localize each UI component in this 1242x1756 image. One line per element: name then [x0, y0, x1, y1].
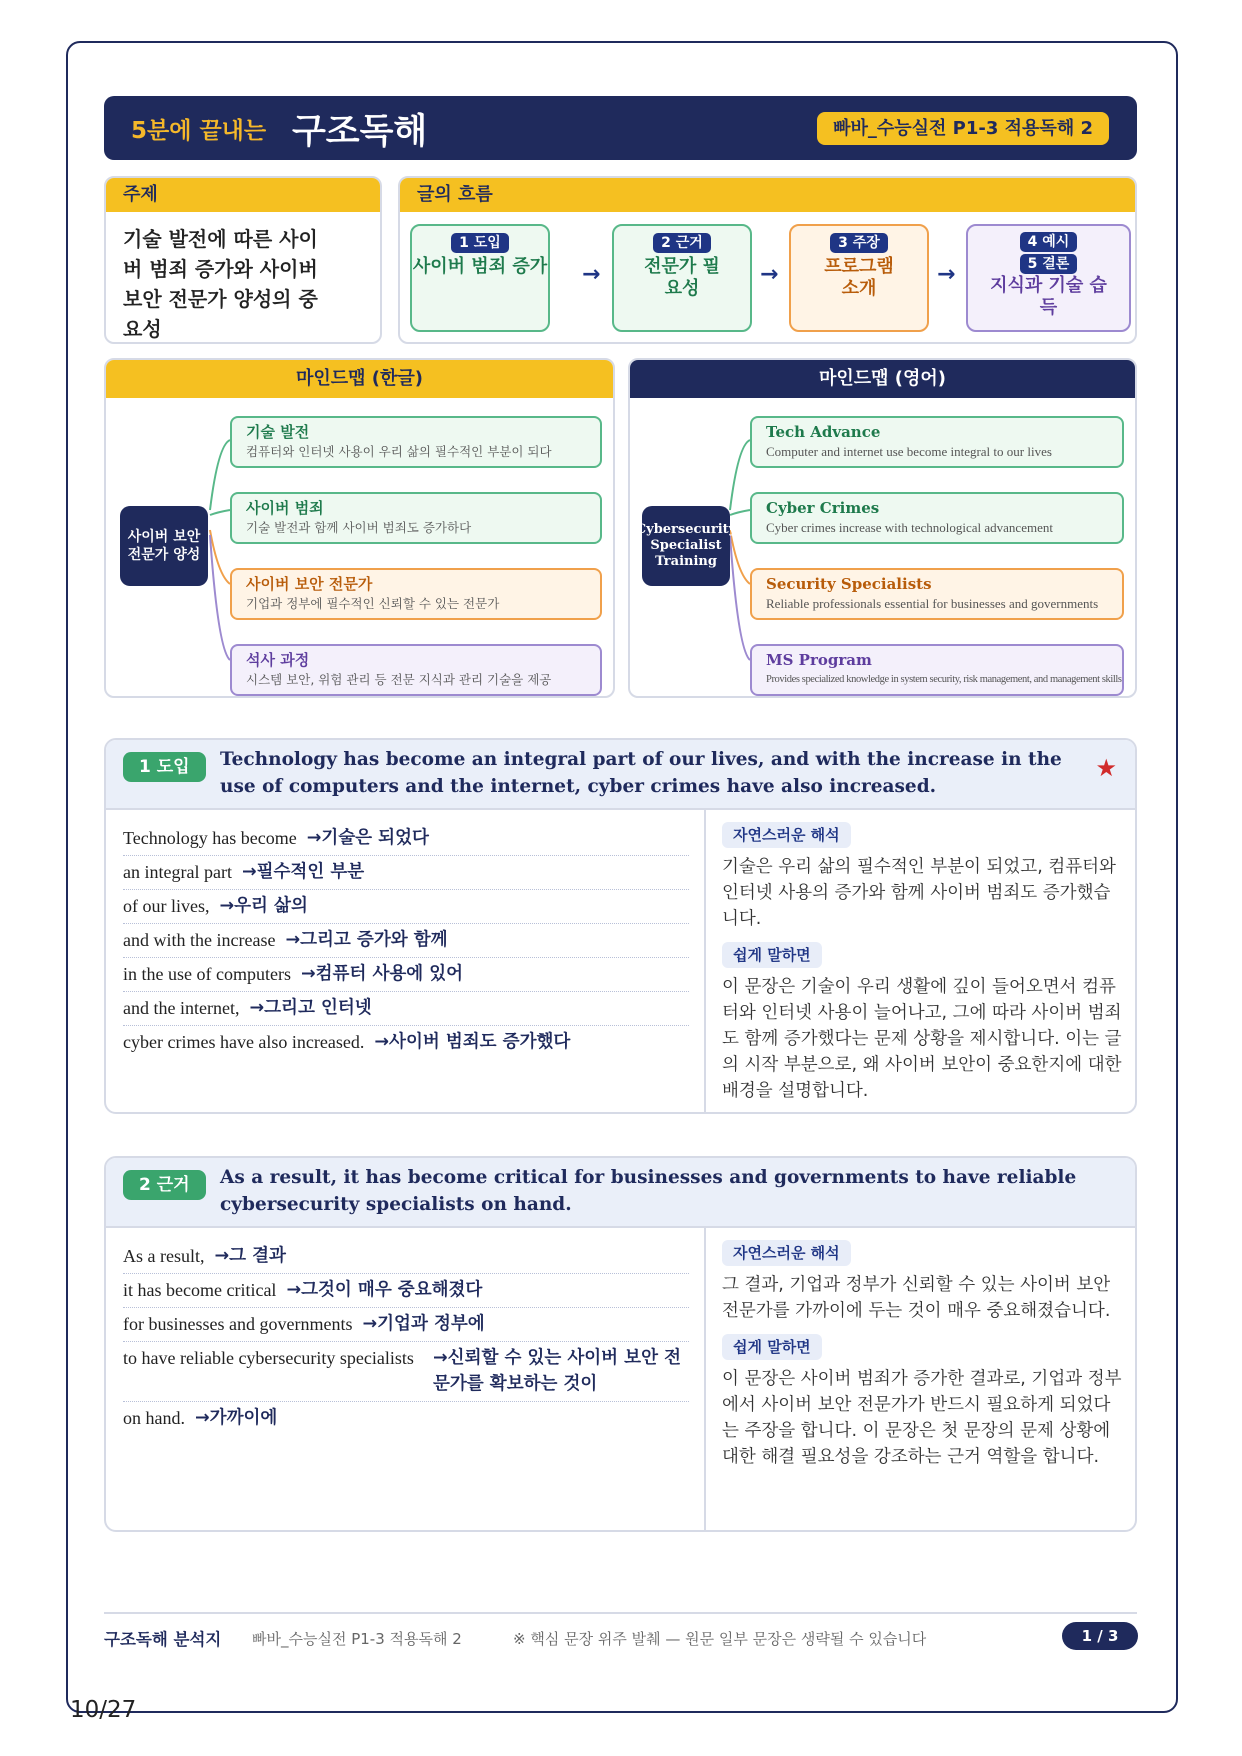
footer-title: 구조독해 분석지: [104, 1630, 222, 1649]
chunk-en: it has become critical: [123, 1280, 277, 1300]
chunk-en: and with the increase: [123, 930, 276, 950]
chunk-en: and the internet,: [123, 998, 240, 1018]
header-subtitle: 5분에 끝내는: [131, 118, 267, 144]
mindmap-en-center: Cybersecurity Specialist Training: [642, 506, 730, 586]
chunk-en: As a result,: [123, 1246, 205, 1266]
topic-label: 주제: [106, 178, 380, 212]
flow-step-example: [966, 224, 1131, 332]
mindmap-ko-node: [230, 492, 602, 544]
chunk-en: for businesses and governments: [123, 1314, 353, 1334]
chunk-ko: →가까이에: [195, 1408, 278, 1428]
node-title: Tech Advance: [766, 423, 881, 441]
node-desc: 기업과 정부에 필수적인 신뢰할 수 있는 전문가: [246, 596, 500, 611]
chunk-en: of our lives,: [123, 896, 210, 916]
mindmap-en-node: [750, 492, 1124, 544]
topic-panel: [104, 176, 382, 344]
natural-label: 자연스러운 해석: [722, 822, 851, 848]
section-header: [106, 1158, 1135, 1228]
natural-label: 자연스러운 해석: [722, 1240, 851, 1266]
chunk-ko: →그리고 증가와 함께: [285, 930, 448, 950]
star-icon: ★: [1095, 754, 1117, 782]
node-title: 석사 과정: [246, 651, 310, 669]
chunk-ko: →우리 삶의: [219, 896, 308, 916]
node-desc: Computer and internet use become integral to our lives: [766, 444, 1052, 459]
chunk-row: [123, 1308, 689, 1342]
easy-explanation: 이 문장은 기술이 우리 생활에 깊이 들어오면서 컴퓨터와 인터넷 사용이 늘어나고, 그에 따라 사이버 범죄도 함께 증가했다는 문제 상황을 제시합니다. 이는 글의 시작 부분으로, 왜 사이버 보안이 중요한지에 대한 배경을 설명합니다.: [722, 977, 1122, 1101]
chunk-en: to have reliable cybersecurity specialists: [123, 1348, 414, 1368]
node-title: MS Program: [766, 651, 872, 669]
easy-label: 쉽게 말하면: [722, 942, 822, 968]
chunk-list: [123, 1240, 689, 1435]
chunk-row: [123, 1402, 689, 1435]
chunk-en: on hand.: [123, 1408, 185, 1428]
mindmap-en-panel: [628, 358, 1137, 698]
chunk-en: in the use of computers: [123, 964, 291, 984]
chunk-ko: →그 결과: [214, 1246, 286, 1266]
flow-arrow: →: [937, 262, 956, 287]
header-title: 구조독해: [292, 112, 428, 152]
node-title: 기술 발전: [246, 423, 310, 441]
mindmap-en-label: 마인드맵 (영어): [630, 360, 1135, 398]
node-title: Security Specialists: [766, 575, 932, 593]
flow-step-tag: 4 예시: [1020, 232, 1078, 252]
chunk-row: [123, 890, 689, 924]
footer-source: 빠바_수능실전 P1-3 적용독해 2: [252, 1630, 462, 1648]
flow-label: 글의 흐름: [400, 178, 1135, 212]
chunk-row: [123, 992, 689, 1026]
chunk-row: [123, 958, 689, 992]
sentence-section-1: [104, 738, 1137, 1114]
chunk-ko: →그리고 인터넷: [249, 998, 372, 1018]
flow-step-intro: [410, 224, 550, 332]
mindmap-ko-node: [230, 568, 602, 620]
section-sentence: As a result, it has become critical for businesses and governments to have reliable cybersecurity specialists on hand.: [220, 1167, 1077, 1215]
node-desc: Cyber crimes increase with technological advancement: [766, 520, 1053, 535]
flow-step-label: 전문가 필요성: [644, 256, 720, 299]
chunk-row: [123, 1274, 689, 1308]
chunk-list: [123, 822, 689, 1059]
node-desc: 컴퓨터와 인터넷 사용이 우리 삶의 필수적인 부분이 되다: [246, 444, 552, 459]
mindmap-ko-label: 마인드맵 (한글): [106, 360, 613, 398]
chunk-en: an integral part: [123, 862, 232, 882]
interpretation-column: [722, 1240, 1122, 1480]
chunk-ko: →필수적인 부분: [241, 862, 365, 882]
easy-explanation: 이 문장은 사이버 범죄가 증가한 결과로, 기업과 정부에서 사이버 보안 전문가가 반드시 필요하게 되었다는 주장을 합니다. 이 문장은 첫 문장의 문제 상황에 대한 해결 필요성을 강조하는 근거 역할을 합니다.: [722, 1369, 1122, 1467]
natural-translation: 기술은 우리 삶의 필수적인 부분이 되었고, 컴퓨터와 인터넷 사용의 증가와 함께 사이버 범죄도 증가했습니다.: [722, 857, 1116, 929]
flow-panel: [398, 176, 1137, 344]
node-title: Cyber Crimes: [766, 499, 880, 517]
flow-step-claim: [789, 224, 929, 332]
page-number: 10/27: [70, 1697, 137, 1723]
node-desc: 기술 발전과 함께 사이버 범죄도 증가하다: [246, 520, 472, 535]
node-title: 사이버 보안 전문가: [246, 575, 373, 593]
node-desc: Reliable professionals essential for businesses and governments: [766, 596, 1099, 611]
flow-step-evidence: [612, 224, 752, 332]
mindmap-ko-node: [230, 644, 602, 696]
chunk-ko: →그것이 매우 중요해졌다: [286, 1280, 483, 1300]
node-title: 사이버 범죄: [246, 499, 324, 517]
node-desc: Provides specialized knowledge in system security, risk management, and management skills: [766, 674, 1122, 685]
mindmap-en-node: [750, 568, 1124, 620]
easy-label: 쉽게 말하면: [722, 1334, 822, 1360]
section-header: [106, 740, 1135, 810]
section-tag: 1 도입: [123, 752, 206, 782]
flow-step-label: 지식과 기술 습득: [990, 275, 1107, 318]
flow-step-tag: 1 도입: [451, 233, 509, 253]
mindmap-ko-node: [230, 416, 602, 468]
flow-step-label: 사이버 범죄 증가: [412, 256, 548, 277]
flow-step-tag: 5 결론: [1020, 254, 1078, 274]
chunk-ko: →기업과 정부에: [362, 1314, 485, 1334]
footer-page-indicator: 1 / 3: [1062, 1622, 1138, 1650]
flow-step-label: 프로그램 소개: [824, 256, 894, 299]
sentence-section-2: [104, 1156, 1137, 1532]
chunk-row: [123, 924, 689, 958]
chunk-row: [123, 822, 689, 856]
column-divider: [704, 1228, 706, 1530]
section-tag: 2 근거: [123, 1170, 206, 1200]
interpretation-column: [722, 822, 1122, 1114]
flow-step-tag: 2 근거: [653, 233, 711, 253]
chunk-row: [123, 1240, 689, 1274]
section-sentence: Technology has become an integral part of our lives, and with the increase in the use of computers and the internet, cyber crimes have also increased.: [220, 749, 1062, 797]
chunk-ko: →사이버 범죄도 증가했다: [374, 1032, 571, 1052]
topic-text: 기술 발전에 따른 사이버 범죄 증가와 사이버 보안 전문가 양성의 중요성: [123, 227, 318, 341]
footer-note: ※ 핵심 문장 위주 발췌 — 원문 일부 문장은 생략될 수 있습니다: [513, 1630, 927, 1648]
chunk-ko: →기술은 되었다: [306, 828, 429, 848]
mindmap-ko-center: 사이버 보안 전문가 양성: [120, 506, 208, 586]
column-divider: [704, 810, 706, 1112]
flow-arrow: →: [582, 262, 601, 287]
mindmap-en-node: [750, 644, 1124, 696]
natural-translation: 그 결과, 기업과 정부가 신뢰할 수 있는 사이버 보안 전문가를 가까이에 두는 것이 매우 중요해졌습니다.: [722, 1275, 1111, 1321]
mindmap-ko-panel: [104, 358, 615, 698]
footer-divider: [104, 1612, 1137, 1614]
chunk-row: [123, 1342, 689, 1402]
chunk-ko: →신뢰할 수 있는 사이버 보안 전문가를 확보하는 것이: [433, 1348, 681, 1394]
chunk-row: [123, 856, 689, 890]
chunk-row: [123, 1026, 689, 1059]
chunk-en: cyber crimes have also increased.: [123, 1032, 365, 1052]
chunk-en: Technology has become: [123, 828, 297, 848]
header-banner: [104, 96, 1137, 160]
mindmap-en-node: [750, 416, 1124, 468]
source-badge: 빠바_수능실전 P1-3 적용독해 2: [817, 112, 1109, 145]
chunk-ko: →컴퓨터 사용에 있어: [300, 964, 464, 984]
flow-arrow: →: [760, 262, 779, 287]
flow-step-tag: 3 주장: [830, 233, 888, 253]
node-desc: 시스템 보안, 위험 관리 등 전문 지식과 관리 기술을 제공: [246, 672, 552, 687]
